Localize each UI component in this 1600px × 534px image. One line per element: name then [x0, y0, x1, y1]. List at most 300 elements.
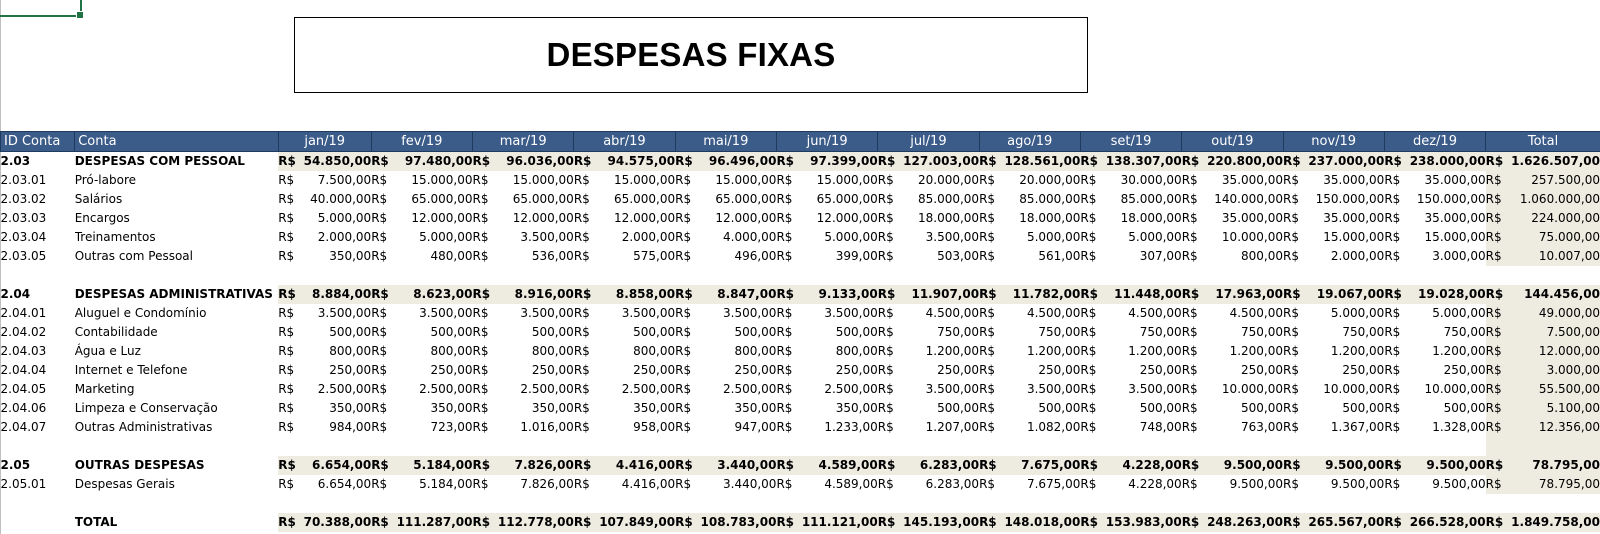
cell-currency[interactable]: R$ — [371, 211, 388, 225]
header-month[interactable]: mai/19 — [675, 132, 776, 152]
cell-currency[interactable]: R$ — [1283, 363, 1299, 377]
cell-total-currency[interactable]: R$ — [1486, 380, 1511, 399]
cell-currency[interactable]: R$ — [675, 382, 692, 396]
cell-currency[interactable]: R$ — [877, 382, 894, 396]
cell-currency[interactable]: R$ — [1384, 173, 1401, 187]
cell-conta[interactable]: Pró-labore — [74, 173, 137, 187]
cell-currency[interactable]: R$ — [371, 152, 396, 172]
cell-value[interactable]: 399,00 — [835, 249, 878, 263]
cell-value[interactable]: 1.233,00 — [824, 420, 878, 434]
cell-value[interactable]: 10.000,00 — [1323, 382, 1385, 396]
cell-value[interactable]: 984,00 — [329, 420, 372, 434]
empty-cell[interactable] — [1486, 437, 1511, 456]
cell-id-conta[interactable]: 2.04.04 — [0, 363, 47, 377]
cell-id-conta[interactable]: 2.05.01 — [0, 477, 47, 491]
cell-currency[interactable]: R$ — [776, 401, 793, 415]
cell-total-currency[interactable]: R$ — [1486, 209, 1511, 228]
cell-id-conta[interactable]: 2.04.01 — [0, 306, 47, 320]
cell-value[interactable]: 8.623,00 — [397, 285, 473, 304]
cell-value[interactable]: 500,00 — [633, 325, 676, 339]
cell-value[interactable]: 500,00 — [430, 325, 473, 339]
cell-value[interactable]: 35.000,00 — [1424, 211, 1486, 225]
cell-value[interactable]: 10.000,00 — [1424, 382, 1486, 396]
cell-currency[interactable]: R$ — [371, 513, 396, 532]
cell-conta[interactable]: Encargos — [74, 211, 130, 225]
cell-total-currency[interactable]: R$ — [1486, 342, 1511, 361]
cell-id-conta[interactable]: 2.04.03 — [0, 344, 47, 358]
cell-currency[interactable]: R$ — [979, 211, 996, 225]
cell-value[interactable]: 748,00 — [1139, 420, 1182, 434]
cell-value[interactable]: 54.850,00 — [304, 152, 372, 172]
cell-value[interactable]: 250,00 — [734, 363, 777, 377]
cell-total-value[interactable]: 12.000,00 — [1511, 342, 1600, 361]
cell-currency[interactable]: R$ — [1384, 477, 1401, 491]
cell-total-currency[interactable]: R$ — [1486, 513, 1511, 532]
cell-total-currency[interactable]: R$ — [1486, 304, 1511, 323]
cell-currency[interactable]: R$ — [573, 363, 590, 377]
cell-value[interactable]: 138.307,00 — [1106, 152, 1182, 172]
cell-value[interactable]: 1.200,00 — [1229, 344, 1283, 358]
cell-value[interactable]: 3.440,00 — [723, 477, 777, 491]
cell-value[interactable]: 266.528,00 — [1410, 513, 1486, 532]
cell-value[interactable]: 20.000,00 — [1019, 173, 1081, 187]
cell-currency[interactable]: R$ — [371, 306, 388, 320]
cell-currency[interactable]: R$ — [574, 513, 599, 532]
cell-value[interactable]: 750,00 — [1241, 325, 1283, 339]
cell-currency[interactable]: R$ — [1283, 152, 1308, 172]
cell-value[interactable]: 2.000,00 — [621, 230, 676, 244]
cell-value[interactable]: 500,00 — [1038, 401, 1081, 415]
cell-conta[interactable]: DESPESAS ADMINISTRATIVAS — [74, 287, 273, 301]
cell-value[interactable]: 5.184,00 — [419, 477, 473, 491]
cell-currency[interactable]: R$ — [1384, 285, 1409, 304]
cell-currency[interactable]: R$ — [573, 249, 590, 263]
cell-value[interactable]: 9.500,00 — [1207, 456, 1283, 475]
cell-conta[interactable]: Aluguel e Condomínio — [74, 306, 207, 320]
empty-cell[interactable] — [1, 494, 1486, 513]
cell-value[interactable]: 65.000,00 — [715, 192, 777, 206]
cell-value[interactable]: 96.036,00 — [498, 152, 574, 172]
cell-value[interactable]: 4.589,00 — [824, 477, 878, 491]
cell-currency[interactable]: R$ — [573, 173, 590, 187]
cell-currency[interactable]: R$ — [278, 382, 295, 396]
cell-value[interactable]: 350,00 — [531, 401, 574, 415]
empty-cell[interactable] — [1511, 437, 1600, 456]
header-month[interactable]: out/19 — [1182, 132, 1283, 152]
cell-currency[interactable]: R$ — [1181, 249, 1198, 263]
cell-id-conta[interactable] — [1, 513, 75, 532]
cell-value[interactable]: 1.200,00 — [925, 344, 980, 358]
cell-currency[interactable]: R$ — [675, 513, 700, 532]
cell-currency[interactable]: R$ — [371, 325, 388, 339]
cell-total-currency[interactable]: R$ — [1486, 361, 1511, 380]
cell-value[interactable]: 65.000,00 — [512, 192, 574, 206]
cell-value[interactable]: 15.000,00 — [715, 173, 777, 187]
cell-currency[interactable]: R$ — [472, 192, 489, 206]
cell-currency[interactable]: R$ — [1181, 306, 1198, 320]
cell-currency[interactable]: R$ — [472, 477, 489, 491]
cell-currency[interactable]: R$ — [473, 513, 498, 532]
cell-value[interactable]: 561,00 — [1038, 249, 1081, 263]
cell-currency[interactable]: R$ — [776, 325, 793, 339]
empty-cell[interactable] — [1, 437, 1486, 456]
cell-value[interactable]: 2.000,00 — [317, 230, 372, 244]
cell-value[interactable]: 70.388,00 — [304, 513, 372, 532]
cell-value[interactable]: 19.028,00 — [1410, 285, 1486, 304]
cell-currency[interactable]: R$ — [1283, 173, 1299, 187]
cell-currency[interactable]: R$ — [278, 306, 295, 320]
cell-value[interactable]: 1.016,00 — [520, 420, 574, 434]
cell-value[interactable]: 250,00 — [1038, 363, 1081, 377]
cell-currency[interactable]: R$ — [278, 456, 303, 475]
cell-value[interactable]: 4.500,00 — [1229, 306, 1283, 320]
cell-value[interactable]: 18.000,00 — [1120, 211, 1182, 225]
cell-value[interactable]: 3.500,00 — [317, 306, 372, 320]
cell-currency[interactable]: R$ — [675, 211, 692, 225]
cell-id-conta[interactable]: 2.04 — [0, 287, 31, 301]
cell-currency[interactable]: R$ — [878, 456, 903, 475]
cell-value[interactable]: 12.000,00 — [614, 211, 676, 225]
cell-currency[interactable]: R$ — [1384, 513, 1409, 532]
cell-conta[interactable]: Salários — [74, 192, 123, 206]
cell-value[interactable]: 3.500,00 — [723, 306, 777, 320]
cell-currency[interactable]: R$ — [472, 401, 489, 415]
cell-total-value[interactable]: 49.000,00 — [1511, 304, 1600, 323]
cell-value[interactable]: 4.228,00 — [1128, 477, 1182, 491]
cell-currency[interactable]: R$ — [371, 420, 388, 434]
cell-value[interactable]: 750,00 — [1038, 325, 1081, 339]
header-total[interactable]: Total — [1486, 132, 1600, 152]
cell-currency[interactable]: R$ — [1384, 344, 1401, 358]
cell-total-currency[interactable]: R$ — [1486, 228, 1511, 247]
cell-value[interactable]: 15.000,00 — [614, 173, 676, 187]
cell-value[interactable]: 4.500,00 — [1026, 306, 1081, 320]
cell-value[interactable]: 15.000,00 — [512, 173, 574, 187]
cell-value[interactable]: 12.000,00 — [512, 211, 574, 225]
cell-value[interactable]: 500,00 — [531, 325, 574, 339]
cell-currency[interactable]: R$ — [473, 456, 498, 475]
cell-currency[interactable]: R$ — [1181, 173, 1198, 187]
cell-total-currency[interactable]: R$ — [1486, 247, 1511, 266]
cell-currency[interactable]: R$ — [776, 456, 801, 475]
cell-currency[interactable]: R$ — [473, 152, 498, 172]
cell-value[interactable]: 127.003,00 — [903, 152, 979, 172]
cell-value[interactable]: 9.500,00 — [1330, 477, 1385, 491]
cell-total-value[interactable]: 3.000,00 — [1511, 361, 1600, 380]
cell-value[interactable]: 5.000,00 — [1128, 230, 1182, 244]
cell-value[interactable]: 3.500,00 — [925, 382, 980, 396]
cell-conta[interactable]: Outras Administrativas — [74, 420, 213, 434]
cell-value[interactable]: 5.000,00 — [317, 211, 372, 225]
cell-currency[interactable]: R$ — [776, 363, 793, 377]
header-month[interactable]: fev/19 — [371, 132, 472, 152]
cell-total-value[interactable]: 78.795,00 — [1511, 475, 1600, 494]
cell-value[interactable]: 11.448,00 — [1106, 285, 1182, 304]
cell-value[interactable]: 17.963,00 — [1207, 285, 1283, 304]
cell-value[interactable]: 15.000,00 — [816, 173, 878, 187]
cell-currency[interactable]: R$ — [574, 285, 599, 304]
cell-currency[interactable]: R$ — [877, 211, 894, 225]
cell-value[interactable]: 7.675,00 — [1004, 456, 1080, 475]
cell-value[interactable]: 11.907,00 — [903, 285, 979, 304]
cell-currency[interactable]: R$ — [278, 420, 295, 434]
cell-value[interactable]: 1.367,00 — [1330, 420, 1385, 434]
cell-currency[interactable]: R$ — [1080, 211, 1097, 225]
cell-total-currency[interactable]: R$ — [1486, 152, 1511, 172]
cell-currency[interactable]: R$ — [1384, 363, 1401, 377]
cell-currency[interactable]: R$ — [776, 173, 793, 187]
cell-currency[interactable]: R$ — [1181, 401, 1198, 415]
cell-value[interactable]: 3.000,00 — [1432, 249, 1486, 263]
cell-value[interactable]: 500,00 — [1139, 401, 1182, 415]
cell-value[interactable]: 96.496,00 — [701, 152, 777, 172]
cell-value[interactable]: 500,00 — [734, 325, 777, 339]
cell-currency[interactable]: R$ — [675, 192, 692, 206]
cell-currency[interactable]: R$ — [675, 152, 700, 172]
cell-value[interactable]: 500,00 — [1241, 401, 1283, 415]
cell-currency[interactable]: R$ — [878, 513, 903, 532]
cell-value[interactable]: 35.000,00 — [1323, 173, 1385, 187]
cell-value[interactable]: 5.000,00 — [1330, 306, 1385, 320]
cell-value[interactable]: 763,00 — [1241, 420, 1283, 434]
cell-value[interactable]: 97.480,00 — [397, 152, 473, 172]
cell-currency[interactable]: R$ — [776, 477, 793, 491]
cell-value[interactable]: 6.283,00 — [925, 477, 980, 491]
cell-conta[interactable]: Treinamentos — [74, 230, 156, 244]
cell-currency[interactable]: R$ — [675, 456, 700, 475]
cell-currency[interactable]: R$ — [979, 152, 1004, 172]
cell-value[interactable]: 2.500,00 — [520, 382, 574, 396]
cell-currency[interactable]: R$ — [878, 285, 903, 304]
cell-currency[interactable]: R$ — [371, 382, 388, 396]
cell-currency[interactable]: R$ — [877, 306, 894, 320]
cell-id-conta[interactable]: 2.03.05 — [0, 249, 47, 263]
cell-currency[interactable]: R$ — [278, 477, 295, 491]
cell-currency[interactable]: R$ — [776, 306, 793, 320]
cell-value[interactable]: 250,00 — [633, 363, 676, 377]
cell-value[interactable]: 3.500,00 — [925, 230, 980, 244]
cell-value[interactable]: 35.000,00 — [1424, 173, 1486, 187]
cell-currency[interactable]: R$ — [371, 230, 388, 244]
cell-value[interactable]: 350,00 — [329, 249, 372, 263]
header-id-conta[interactable]: ID Conta — [1, 132, 75, 152]
cell-currency[interactable]: R$ — [472, 249, 489, 263]
cell-value[interactable]: 148.018,00 — [1004, 513, 1080, 532]
cell-currency[interactable]: R$ — [675, 285, 700, 304]
cell-total-value[interactable]: 12.356,00 — [1511, 418, 1600, 437]
cell-value[interactable]: 3.500,00 — [520, 230, 574, 244]
cell-currency[interactable]: R$ — [278, 211, 295, 225]
cell-currency[interactable]: R$ — [1181, 230, 1198, 244]
cell-currency[interactable]: R$ — [776, 344, 793, 358]
cell-currency[interactable]: R$ — [1384, 306, 1401, 320]
cell-total-value[interactable]: 78.795,00 — [1511, 456, 1600, 475]
cell-total-value[interactable]: 1.849.758,00 — [1511, 513, 1600, 532]
cell-currency[interactable]: R$ — [1384, 152, 1409, 172]
cell-value[interactable]: 2.500,00 — [824, 382, 878, 396]
cell-value[interactable]: 1.082,00 — [1026, 420, 1081, 434]
cell-value[interactable]: 111.121,00 — [802, 513, 878, 532]
cell-currency[interactable]: R$ — [1283, 285, 1308, 304]
cell-currency[interactable]: R$ — [877, 230, 894, 244]
cell-currency[interactable]: R$ — [1080, 306, 1097, 320]
cell-currency[interactable]: R$ — [1181, 192, 1198, 206]
cell-value[interactable]: 238.000,00 — [1410, 152, 1486, 172]
cell-currency[interactable]: R$ — [472, 173, 489, 187]
cell-currency[interactable]: R$ — [472, 344, 489, 358]
cell-currency[interactable]: R$ — [776, 192, 793, 206]
active-cell-selection[interactable] — [0, 0, 82, 17]
cell-value[interactable]: 12.000,00 — [715, 211, 777, 225]
cell-value[interactable]: 250,00 — [835, 363, 878, 377]
cell-currency[interactable]: R$ — [1283, 513, 1308, 532]
cell-value[interactable]: 500,00 — [1443, 401, 1486, 415]
cell-currency[interactable]: R$ — [1080, 513, 1105, 532]
cell-currency[interactable]: R$ — [1283, 306, 1299, 320]
cell-total-value[interactable]: 144.456,00 — [1511, 285, 1600, 304]
cell-id-conta[interactable]: 2.04.06 — [0, 401, 47, 415]
cell-id-conta[interactable]: 2.04.07 — [0, 420, 47, 434]
cell-id-conta[interactable]: 2.04.02 — [0, 325, 47, 339]
cell-currency[interactable]: R$ — [877, 173, 894, 187]
cell-currency[interactable]: R$ — [278, 192, 295, 206]
cell-value[interactable]: 500,00 — [937, 401, 980, 415]
cell-value[interactable]: 12.000,00 — [816, 211, 878, 225]
cell-value[interactable]: 800,00 — [531, 344, 574, 358]
cell-value[interactable]: 947,00 — [734, 420, 777, 434]
cell-value[interactable]: 1.328,00 — [1432, 420, 1486, 434]
cell-conta[interactable]: Outras com Pessoal — [74, 249, 193, 263]
cell-value[interactable]: 150.000,00 — [1315, 192, 1385, 206]
empty-cell[interactable] — [1511, 266, 1600, 285]
cell-id-conta[interactable]: 2.03.03 — [0, 211, 47, 225]
cell-value[interactable]: 265.567,00 — [1308, 513, 1384, 532]
cell-currency[interactable]: R$ — [1181, 382, 1198, 396]
cell-currency[interactable]: R$ — [1283, 477, 1299, 491]
cell-conta[interactable]: Limpeza e Conservação — [74, 401, 218, 415]
header-month[interactable]: abr/19 — [574, 132, 675, 152]
cell-value[interactable]: 4.000,00 — [723, 230, 777, 244]
cell-currency[interactable]: R$ — [979, 192, 996, 206]
cell-currency[interactable]: R$ — [1283, 401, 1299, 415]
cell-value[interactable]: 500,00 — [835, 325, 878, 339]
cell-currency[interactable]: R$ — [573, 230, 590, 244]
cell-value[interactable]: 8.916,00 — [498, 285, 574, 304]
cell-currency[interactable]: R$ — [278, 152, 303, 172]
cell-conta[interactable]: Contabilidade — [74, 325, 158, 339]
cell-currency[interactable]: R$ — [1080, 285, 1105, 304]
cell-currency[interactable]: R$ — [371, 249, 388, 263]
cell-currency[interactable]: R$ — [979, 382, 996, 396]
cell-value[interactable]: 15.000,00 — [1323, 230, 1385, 244]
cell-currency[interactable]: R$ — [776, 420, 793, 434]
cell-value[interactable]: 800,00 — [734, 344, 777, 358]
cell-currency[interactable]: R$ — [278, 363, 295, 377]
cell-value[interactable]: 2.000,00 — [1330, 249, 1385, 263]
cell-currency[interactable]: R$ — [878, 152, 903, 172]
cell-value[interactable]: 800,00 — [835, 344, 878, 358]
cell-total-value[interactable]: 7.500,00 — [1511, 323, 1600, 342]
cell-value[interactable]: 11.782,00 — [1004, 285, 1080, 304]
cell-currency[interactable]: R$ — [1384, 382, 1401, 396]
cell-currency[interactable]: R$ — [371, 401, 388, 415]
cell-value[interactable]: 9.500,00 — [1308, 456, 1384, 475]
cell-currency[interactable]: R$ — [979, 456, 1004, 475]
cell-value[interactable]: 1.200,00 — [1128, 344, 1182, 358]
cell-currency[interactable]: R$ — [1283, 192, 1299, 206]
cell-currency[interactable]: R$ — [675, 401, 692, 415]
cell-conta[interactable]: TOTAL — [74, 515, 118, 529]
cell-total-currency[interactable]: R$ — [1486, 190, 1511, 209]
cell-value[interactable]: 8.858,00 — [599, 285, 675, 304]
cell-value[interactable]: 2.500,00 — [621, 382, 676, 396]
cell-conta[interactable]: Despesas Gerais — [74, 477, 175, 491]
cell-currency[interactable]: R$ — [675, 363, 692, 377]
cell-currency[interactable]: R$ — [278, 285, 303, 304]
cell-currency[interactable]: R$ — [776, 230, 793, 244]
cell-currency[interactable]: R$ — [1080, 401, 1097, 415]
cell-currency[interactable]: R$ — [1384, 230, 1401, 244]
cell-value[interactable]: 800,00 — [633, 344, 676, 358]
cell-value[interactable]: 18.000,00 — [917, 211, 980, 225]
cell-value[interactable]: 35.000,00 — [1221, 173, 1283, 187]
cell-currency[interactable]: R$ — [278, 344, 295, 358]
cell-currency[interactable]: R$ — [371, 192, 388, 206]
cell-currency[interactable]: R$ — [776, 152, 801, 172]
cell-currency[interactable]: R$ — [1384, 456, 1409, 475]
cell-value[interactable]: 503,00 — [937, 249, 980, 263]
cell-value[interactable]: 94.575,00 — [599, 152, 675, 172]
cell-id-conta[interactable]: 2.03.04 — [0, 230, 47, 244]
cell-value[interactable]: 4.228,00 — [1106, 456, 1182, 475]
cell-currency[interactable]: R$ — [574, 456, 599, 475]
cell-value[interactable]: 2.500,00 — [419, 382, 473, 396]
cell-currency[interactable]: R$ — [1181, 363, 1198, 377]
cell-value[interactable]: 800,00 — [329, 344, 372, 358]
cell-currency[interactable]: R$ — [1080, 382, 1097, 396]
cell-currency[interactable]: R$ — [675, 173, 692, 187]
empty-cell[interactable] — [1511, 494, 1600, 513]
cell-currency[interactable]: R$ — [776, 285, 801, 304]
cell-value[interactable]: 65.000,00 — [816, 192, 878, 206]
cell-value[interactable]: 750,00 — [1342, 325, 1385, 339]
cell-currency[interactable]: R$ — [573, 192, 590, 206]
cell-currency[interactable]: R$ — [472, 230, 489, 244]
cell-value[interactable]: 4.589,00 — [802, 456, 878, 475]
cell-currency[interactable]: R$ — [1384, 420, 1401, 434]
cell-id-conta[interactable]: 2.05 — [0, 458, 31, 472]
cell-value[interactable]: 500,00 — [1342, 401, 1385, 415]
cell-value[interactable]: 350,00 — [430, 401, 473, 415]
cell-currency[interactable]: R$ — [574, 152, 599, 172]
cell-currency[interactable]: R$ — [1080, 456, 1105, 475]
cell-value[interactable]: 85.000,00 — [917, 192, 980, 206]
cell-value[interactable]: 19.067,00 — [1308, 285, 1384, 304]
cell-value[interactable]: 6.283,00 — [903, 456, 979, 475]
cell-currency[interactable]: R$ — [371, 344, 388, 358]
cell-value[interactable]: 5.184,00 — [397, 456, 473, 475]
cell-currency[interactable]: R$ — [278, 401, 295, 415]
cell-value[interactable]: 800,00 — [430, 344, 473, 358]
cell-total-value[interactable]: 1.060.000,00 — [1511, 190, 1600, 209]
cell-currency[interactable]: R$ — [979, 325, 996, 339]
cell-value[interactable]: 5.000,00 — [419, 230, 473, 244]
cell-total-value[interactable]: 1.626.507,00 — [1511, 152, 1600, 172]
cell-total-currency[interactable]: R$ — [1486, 456, 1511, 475]
cell-currency[interactable]: R$ — [776, 513, 801, 532]
cell-value[interactable]: 350,00 — [835, 401, 878, 415]
cell-value[interactable]: 3.500,00 — [824, 306, 878, 320]
